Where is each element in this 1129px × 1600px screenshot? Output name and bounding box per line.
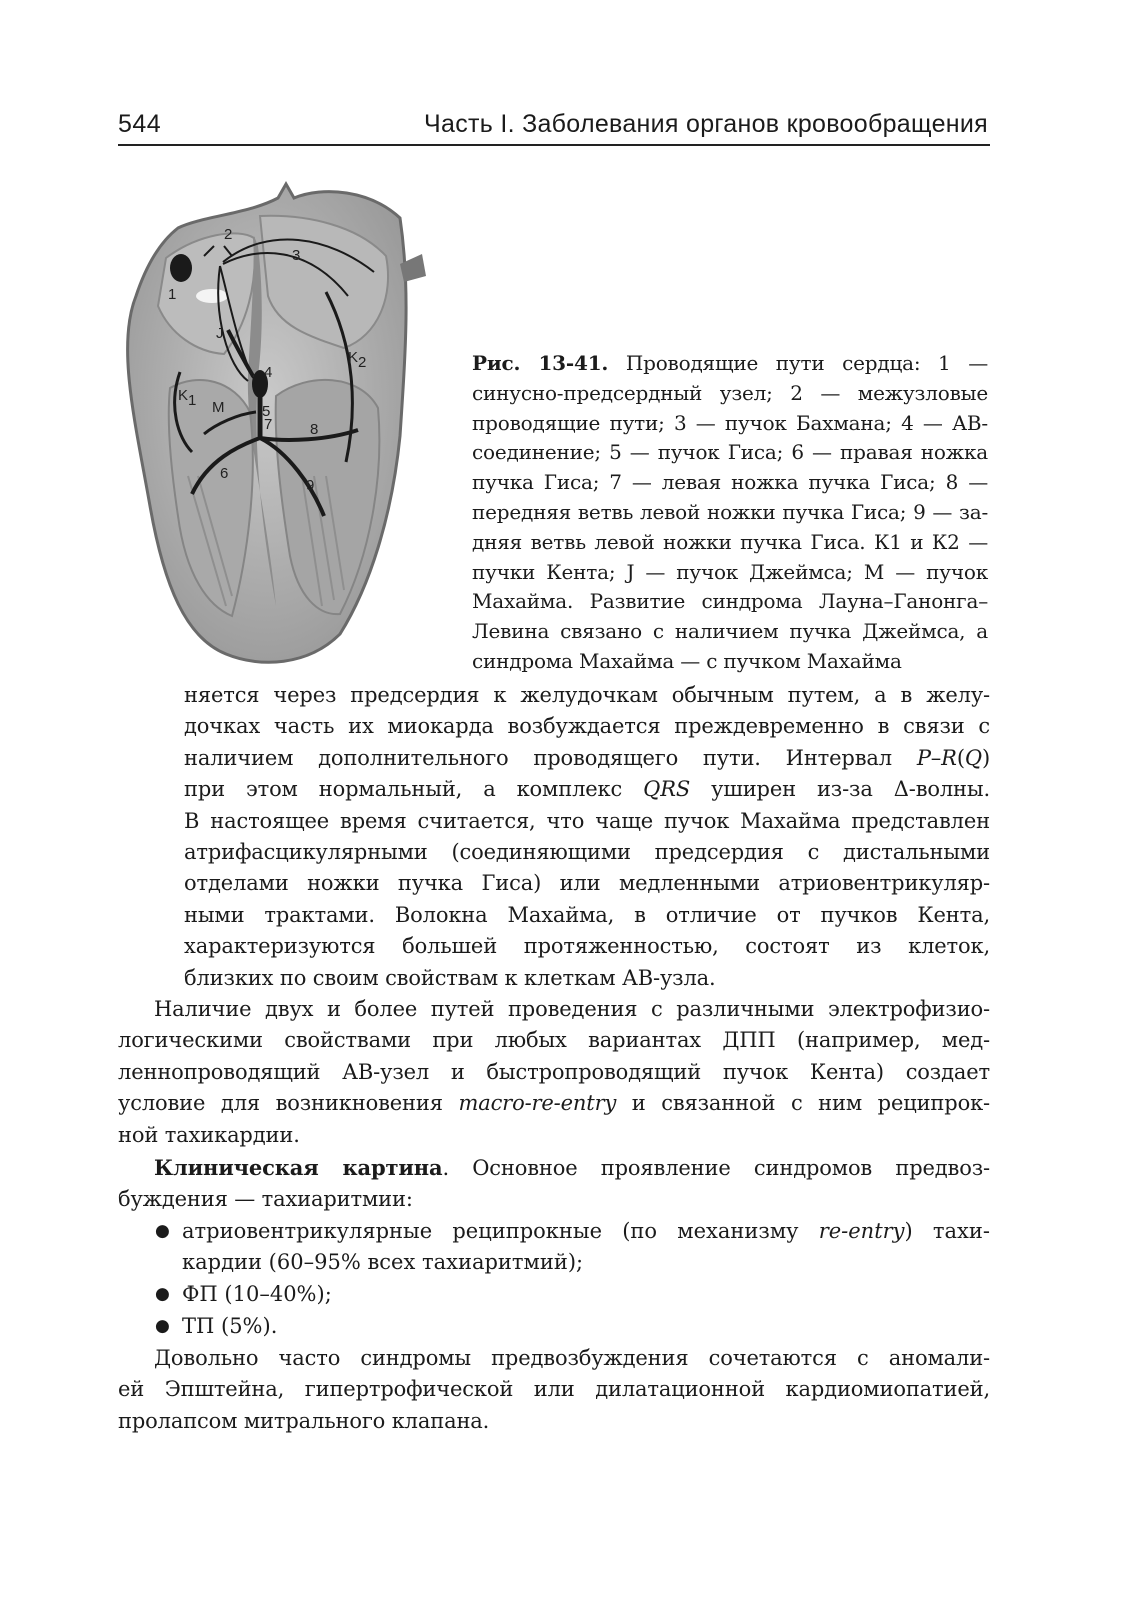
bullet-1-reentry: re-entry [818,1219,905,1243]
paragraph-3 [118,1152,990,1216]
p1-interval-dash: – [930,745,942,770]
p4-line-2: ей Эпштейна, гипертрофической или дилатационной кардиомиопатией, [118,1377,990,1402]
caption-line-1 [472,349,988,379]
page-header [118,108,990,146]
bullet-item-3 [155,1311,990,1342]
p1-line-2: дочках часть их миокарда возбуждается преждевременно в связи с [184,714,990,739]
bullet-1-rest: ) тахи- [904,1219,990,1243]
caption-line-9: Махайма. Развитие синдрома Лауна–Ганонга– [472,589,988,614]
bullet-2-text: ФП (10–40%); [182,1282,332,1306]
p2-line-2: логическими свойствами при любых вариантах ДПП (например, мед- [118,1028,990,1053]
bullet-3-text: ТП (5%). [182,1314,278,1338]
valve-opening [196,289,228,303]
p2-line-5: ной тахикардии. [118,1122,300,1147]
label-8: 8 [310,421,319,438]
p3-line-1-text: . Основное проявление синдромов предвоз- [442,1156,990,1180]
p1-line-6: атрифасцикулярными (соединяющими предсердия с дистальными [184,840,990,865]
p3-line-1 [118,1152,990,1184]
caption-line-7: дняя ветвь левой ножки пучка Гиса. К1 и К2 — [472,529,988,554]
caption-line-5: пучка Гиса; 7 — левая ножка пучка Гиса; 8 — [472,470,988,495]
p1-interval-p: P [916,745,931,770]
p1-interval-r: R [941,745,957,770]
paragraph-1 [184,680,990,994]
p2-line-4 [118,1088,990,1119]
p1-line-3 [184,743,990,774]
running-head: Часть I. Заболевания органов кровообращения [424,110,988,138]
paragraph-4 [118,1343,990,1437]
p3-line-2: буждения — тахиаритмии: [118,1187,413,1212]
p1-paren-close: ) [981,745,990,770]
p4-line-3: пролапсом митрального клапана. [118,1408,490,1433]
p4-line-1: Довольно часто синдромы предвозбуждения сочетаются с аномали- [154,1346,990,1370]
sa-node [170,254,192,282]
figure-caption [472,349,988,677]
heart-illustration [108,176,430,668]
bullet-item-1 [155,1216,990,1279]
label-2: 2 [224,226,233,243]
p1-line-4-text: при этом нормальный, а комплекс [184,777,644,802]
label-j: J [216,325,224,342]
label-5: 5 [262,403,271,420]
label-k2-subscript: 2 [358,354,367,371]
label-k1-subscript: 1 [188,392,197,409]
caption-label: Рис. 13-41. [472,351,609,375]
caption-line-6: передняя ветвь левой ножки пучка Гиса; 9 — за- [472,499,988,524]
p1-line-9: характеризуются большей протяженностью, состоят из клеток, [184,934,990,959]
p2-line-3: леннопроводящий АВ-узел и быстропроводящий пучок Кента) создает [118,1059,990,1084]
label-k1: K [178,387,189,404]
bullet-1-line-1 [182,1216,990,1247]
bullet-dot-icon: ● [155,1316,170,1336]
caption-line-4: соединение; 5 — пучок Гиса; 6 — правая ножка [472,440,988,465]
p1-line-1: няется через предсердия к желудочкам обычным путем, а в желу- [184,683,990,707]
p1-interval-q: Q [964,745,982,770]
caption-line-3: проводящие пути; 3 — пучок Бахмана; 4 — АВ- [472,410,988,435]
p1-line-5: В настоящее время считается, что чаще пучок Махайма представлен [184,808,990,833]
label-1: 1 [168,286,177,303]
p1-line-10: близких по своим свойствам к клеткам АВ-узла. [184,965,716,990]
label-k2: K [348,349,359,366]
p1-line-4-rest: уширен из-за Δ-волны. [690,777,990,802]
caption-line-2: синусно-предсердный узел; 2 — межузловые [472,380,988,405]
caption-line-8: пучки Кента; J — пучок Джеймса; М — пучок [472,559,988,584]
label-m: M [212,399,225,416]
paragraph-2 [118,994,990,1151]
label-4: 4 [264,364,273,381]
bullet-1-line-2: кардии (60–95% всех тахиаритмий); [182,1250,584,1275]
p1-line-7: отделами ножки пучка Гиса) или медленными атриовентрикуляр- [184,871,990,896]
p2-line-4-rest: и связанной с ним реципрок- [616,1091,990,1116]
p1-paren-open: ( [956,745,965,770]
label-3: 3 [292,247,301,264]
p2-line-4-text: условие для возникновения [118,1091,459,1116]
bullet-dot-icon: ● [155,1284,170,1304]
p1-qrs: QRS [643,777,691,802]
bullet-dot-icon: ● [155,1221,170,1241]
page-number: 544 [118,110,162,138]
label-9: 9 [306,477,315,494]
caption-line-11: синдрома Махайма — с пучком Махайма [472,648,902,673]
heart-conduction-figure [108,176,430,668]
p1-line-4 [184,774,990,805]
clinical-picture-heading: Клиническая картина [154,1155,443,1180]
p1-line-8: ными трактами. Волокна Махайма, в отличие от пучков Кента, [184,902,990,927]
bullet-1-text: атриовентрикулярные реципрокные (по механизму [182,1219,819,1243]
p1-line-3-text: наличием дополнительного проводящего пути. Интервал [184,745,917,770]
p2-macro-reentry: macro-re-entry [458,1091,617,1116]
caption-text-line-1: Проводящие пути сердца: 1 — [625,351,988,375]
label-6: 6 [220,465,229,482]
bullet-item-2 [155,1279,990,1310]
label-7: 7 [264,416,273,433]
caption-line-10: Левина связано с наличием пучка Джеймса, а [472,619,988,644]
p2-line-1: Наличие двух и более путей проведения с различными электрофизио- [154,997,990,1021]
